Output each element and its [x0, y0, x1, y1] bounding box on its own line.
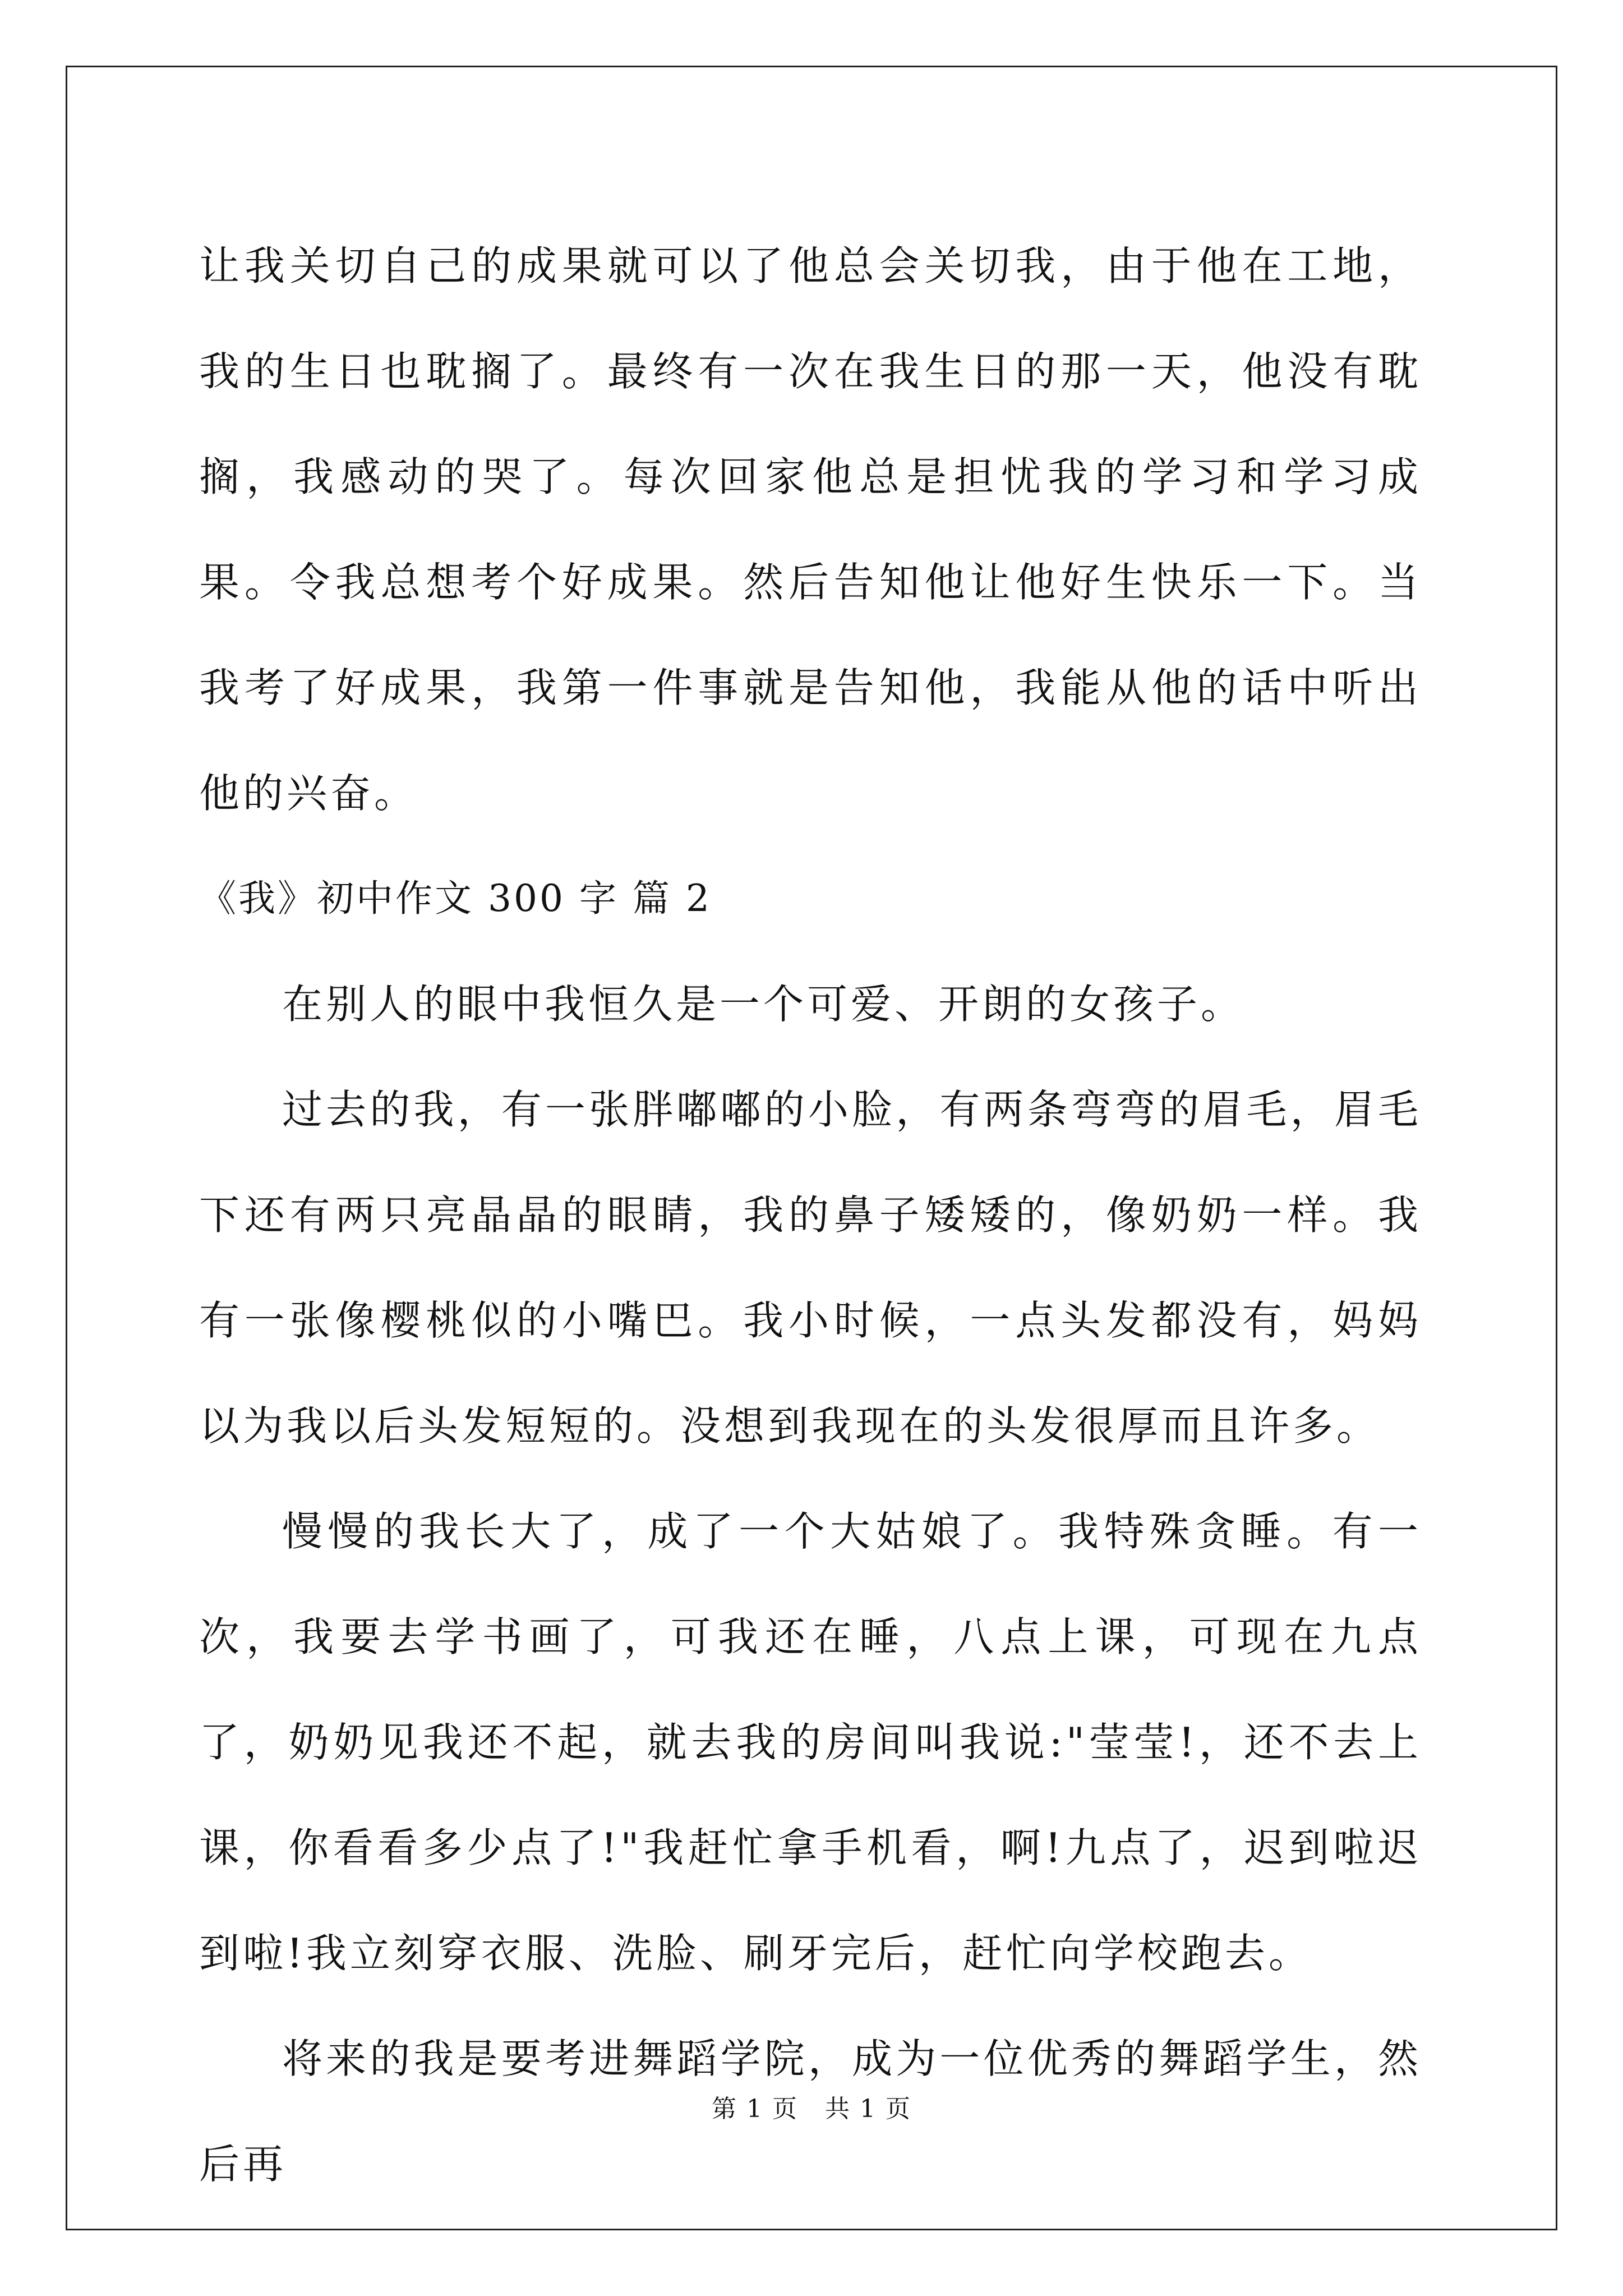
document-body — [199, 213, 1422, 2217]
page-number-footer: 第 1 页 共 1 页 — [712, 2095, 911, 2123]
body-paragraph-2: 在别人的眼中我恒久是一个可爱、开朗的女孩子。 — [282, 981, 1245, 1028]
body-paragraph-4: 慢慢的我长大了，成了一个大姑娘了。我特殊贪睡。有一次，我要去学书画了，可我还在睡，八点上课，可现在九点了，奶奶见我还不起，就去我的房间叫我说:"莹莹!，还不去上课，你看看多少点了!"我赶忙拿手机看，啊!九点了，迟到啦迟到啦!我立刻穿衣服、洗脸、刷牙完后，赶忙向学校跑去。 — [199, 1508, 1422, 1977]
body-paragraph-1: 让我关切自己的成果就可以了他总会关切我，由于他在工地，我的生日也耽搁了。最终有一次在我生日的那一天，他没有耽搁，我感动的哭了。每次回家他总是担忧我的学习和学习成果。令我总想考个好成果。然后告知他让他好生快乐一下。当我考了好成果，我第一件事就是告知他，我能从他的话中听出他的兴奋。 — [199, 242, 1422, 817]
body-paragraph-5: 将来的我是要考进舞蹈学院，成为一位优秀的舞蹈学生，然后再 — [199, 2035, 1422, 2188]
body-paragraph-3: 过去的我，有一张胖嘟嘟的小脸，有两条弯弯的眉毛，眉毛下还有两只亮晶晶的眼睛，我的鼻子矮矮的，像奶奶一样。我有一张像樱桃似的小嘴巴。我小时候，一点头发都没有，妈妈以为我以后头发短短的。没想到我现在的头发很厚而且许多。 — [199, 1086, 1422, 1450]
section-heading: 《我》初中作文 300 字 篇 2 — [199, 877, 712, 920]
